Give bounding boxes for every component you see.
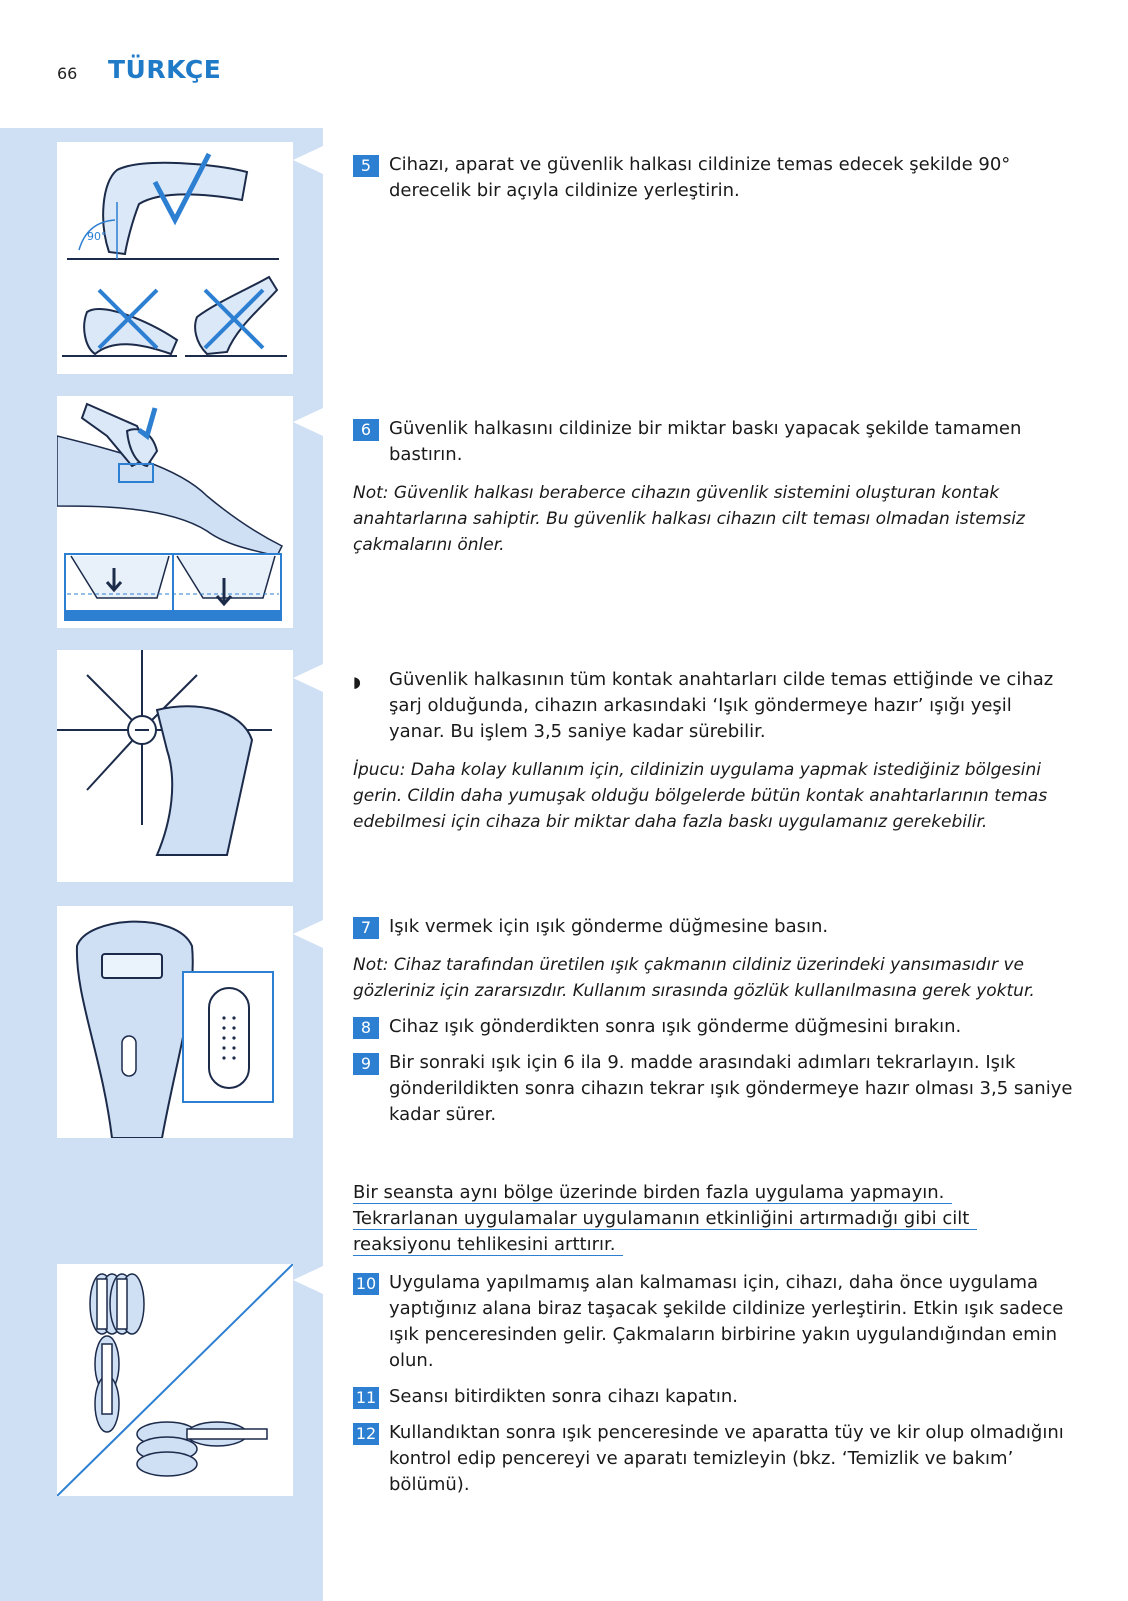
step-text: Seansı bitirdikten sonra cihazı kapatın. [389, 1386, 738, 1407]
panel-pointer [293, 664, 323, 692]
ready-light-block [353, 667, 1073, 835]
note-flash-reflection: Not: Cihaz tarafından üretilen ışık çakmanın cildiniz üzerindeki yansımasıdır ve gözleriniz için zararsızdır. Kullanım sırasında gözlük kullanılmasına gerek yoktur. [353, 955, 1035, 1001]
panel-pointer [293, 920, 323, 948]
warning-block [353, 1180, 1073, 1258]
bullet-ready-light [353, 667, 1073, 745]
step-5 [353, 152, 1073, 204]
figure-overlap-pattern [57, 1264, 293, 1496]
step-text: Kullandıktan sonra ışık penceresinde ve aparatta tüy ve kir olup olmadığını kontrol edip pencereyi ve aparatı temizleyin (bkz. ‘Temizlik ve bakım’ bölümü). [389, 1422, 1064, 1495]
step-12 [353, 1420, 1073, 1498]
warning-line: Tekrarlanan uygulamalar uygulamanın etkinliğini artırmadığı gibi cilt [353, 1206, 1073, 1232]
step-text: Uygulama yapılmamış alan kalmaması için, cihazı, daha önce uygulama yaptığınız alana biraz taşacak şekilde cildinize yerleştirin. Etkin ışık sadece ışık penceresinden gelir. Çakmaların birbirine yakın uygulandığından emin olun. [389, 1272, 1064, 1371]
step-number: 6 [353, 419, 379, 441]
page-header [0, 0, 1128, 128]
step-6-block [353, 416, 1073, 558]
warning-line: Bir seansta aynı bölge üzerinde birden fazla uygulama yapmayın. [353, 1180, 1073, 1206]
step-text: Işık vermek için ışık gönderme düğmesine basın. [389, 916, 829, 937]
step-7 [353, 914, 1073, 940]
tip-text: İpucu: Daha kolay kullanım için, cildinizin uygulama yapmak istediğiniz bölgesini gerin. Cildin daha yumuşak olduğu bölgelerde bütün kontak anahtarlarının temas edebilmesi için cihaza bir miktar daha fazla baskı uygulamanız gerekebilir. [353, 760, 1048, 832]
flash-button-icon [209, 988, 249, 1088]
step-number: 11 [353, 1387, 379, 1409]
step-text: Cihazı, aparat ve güvenlik halkası cildinize temas edecek şekilde 90° derecelik bir açıyla cildinize yerleştirin. [389, 154, 1011, 201]
figure-angle-placement [57, 142, 293, 374]
panel-pointer [293, 146, 323, 174]
step-number: 9 [353, 1053, 379, 1075]
step-6 [353, 416, 1073, 468]
steps-10-12-block [353, 1270, 1073, 1498]
arrow-down-icon [139, 408, 155, 436]
step-text: Güvenlik halkasını cildinize bir miktar baskı yapacak şekilde tamamen bastırın. [389, 418, 1022, 465]
step-8 [353, 1014, 1073, 1040]
step-11 [353, 1384, 1073, 1410]
bullet-text: Güvenlik halkasının tüm kontak anahtarları cilde temas ettiğinde ve cihaz şarj olduğunda, cihazın arkasındaki ‘Işık göndermeye hazır’ ışığı yeşil yanar. Bu işlem 3,5 saniye kadar sürebilir. [389, 669, 1054, 742]
step-9 [353, 1050, 1073, 1128]
section-language-title: TÜRKÇE [108, 55, 222, 84]
step-number: 12 [353, 1423, 379, 1445]
step-number: 10 [353, 1273, 379, 1295]
step-number: 5 [353, 155, 379, 177]
angle-label: 90° [87, 230, 107, 243]
warning-line: reaksiyonu tehlikesini arttırır. [353, 1232, 1073, 1258]
step-10 [353, 1270, 1073, 1374]
note-safety-ring: Not: Güvenlik halkası beraberce cihazın güvenlik sistemini oluşturan kontak anahtarlarına sahiptir. Bu güvenlik halkası cihazın cilt teması olmadan istemsiz çakmalarını önler. [353, 483, 1025, 555]
steps-7-9-block [353, 914, 1073, 1128]
step-5-block [353, 152, 1073, 204]
page-number: 66 [57, 64, 78, 83]
step-text: Cihaz ışık gönderdikten sonra ışık gönderme düğmesini bırakın. [389, 1016, 962, 1037]
step-text: Bir sonraki ışık için 6 ila 9. madde arasındaki adımları tekrarlayın. Işık gönderildikten sonra cihazın tekrar ışık göndermeye hazır olması 3,5 saniye kadar sürer. [389, 1052, 1073, 1125]
bullet-icon: ◗ [353, 673, 361, 691]
panel-pointer [293, 408, 323, 436]
panel-pointer [293, 1266, 323, 1294]
step-number: 7 [353, 917, 379, 939]
figure-press-ring [57, 396, 293, 628]
figure-ready-light [57, 650, 293, 882]
figure-flash-button [57, 906, 293, 1138]
step-number: 8 [353, 1017, 379, 1039]
